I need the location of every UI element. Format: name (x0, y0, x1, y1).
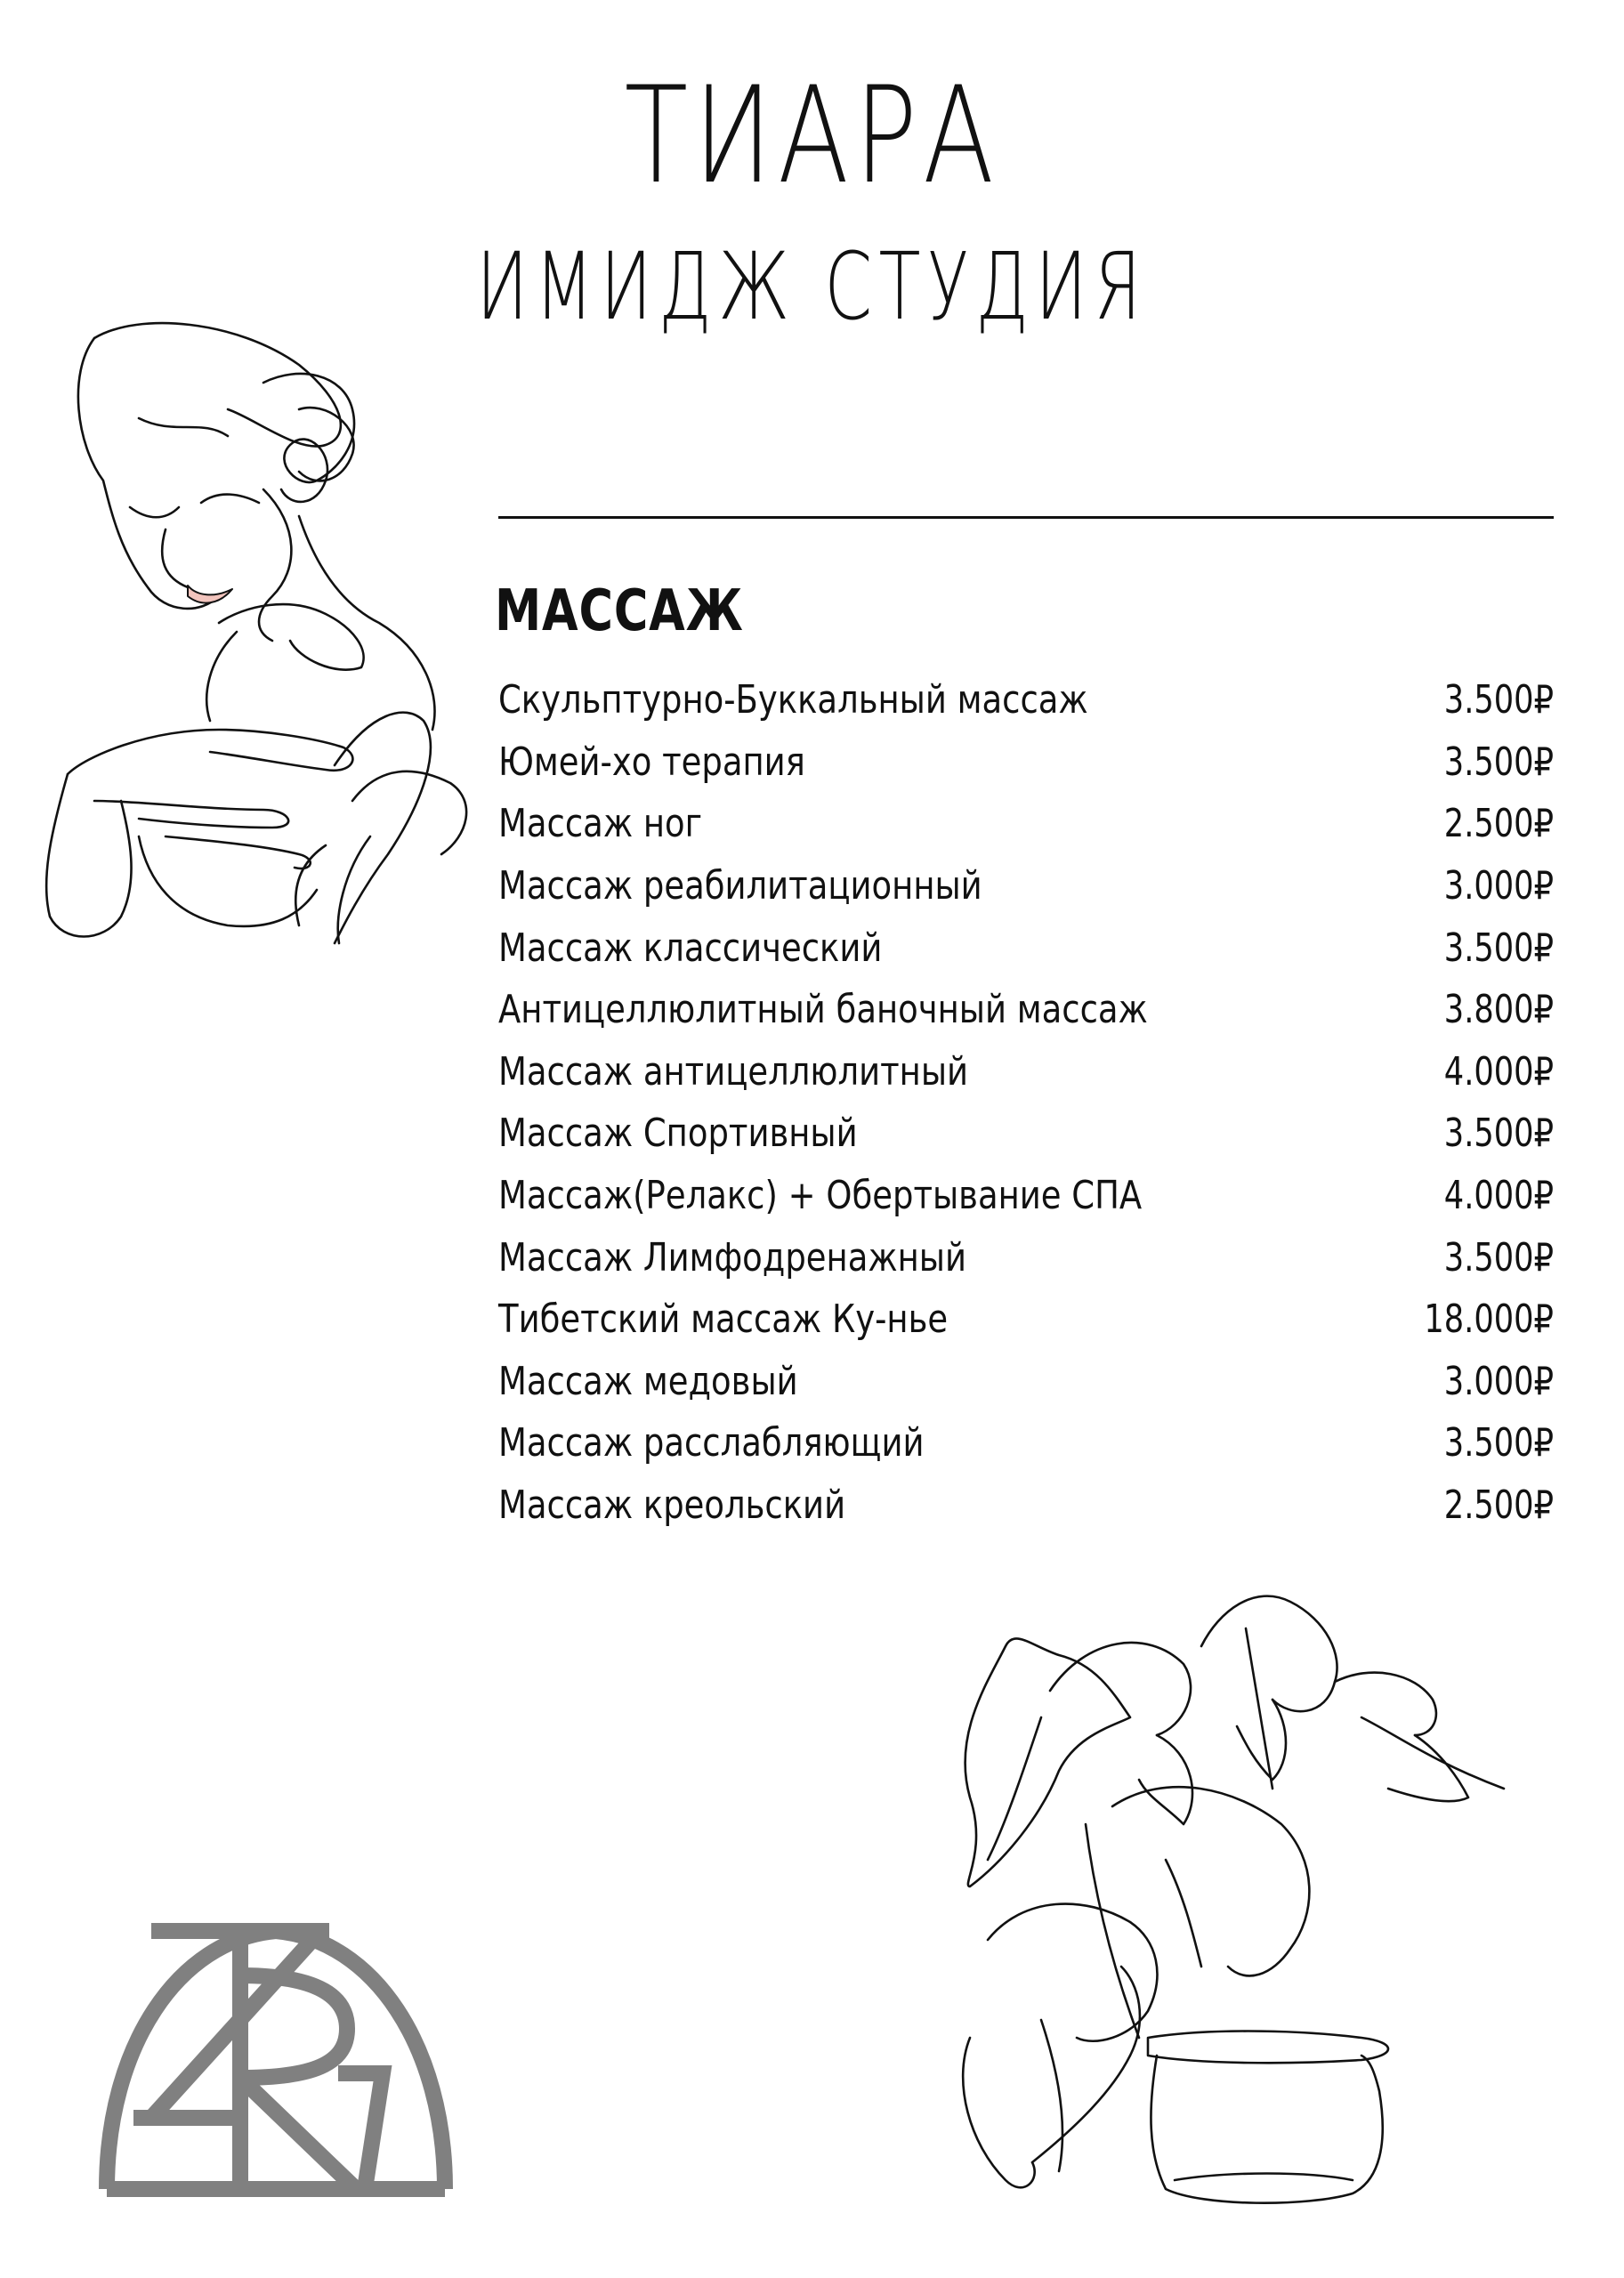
service-price: 3.000₽ (1443, 863, 1554, 909)
brand-subtitle: ИМИДЖ СТУДИЯ (476, 232, 1148, 341)
list-item (498, 793, 1554, 855)
section-divider (498, 516, 1554, 519)
studio-monogram-logo (98, 1922, 454, 2198)
monstera-plant-line-art-icon (934, 1593, 1513, 2207)
list-item (498, 917, 1554, 979)
brand-title: ТИАРА (624, 59, 1000, 214)
service-price: 3.800₽ (1443, 987, 1554, 1033)
service-name: Массаж расслабляющий (498, 1420, 925, 1466)
service-name: Массаж антицеллюлитный (498, 1048, 969, 1095)
list-item (498, 1041, 1554, 1103)
service-price: 2.500₽ (1443, 1482, 1554, 1529)
service-price: 3.500₽ (1443, 1234, 1554, 1280)
service-name: Массаж ног (498, 801, 703, 847)
list-item (498, 1288, 1554, 1351)
section-title: МАССАЖ (495, 578, 744, 644)
service-name: Массаж Спортивный (498, 1111, 858, 1157)
list-item (498, 1165, 1554, 1227)
service-name: Массаж реабилитационный (498, 863, 982, 909)
service-price: 3.500₽ (1443, 925, 1554, 971)
service-price: 4.000₽ (1443, 1048, 1554, 1095)
list-item (498, 669, 1554, 731)
service-price: 2.500₽ (1443, 801, 1554, 847)
service-price: 3.500₽ (1443, 1420, 1554, 1466)
service-price: 3.500₽ (1443, 739, 1554, 785)
service-name: Массаж медовый (498, 1358, 798, 1404)
service-price: 3.000₽ (1443, 1358, 1554, 1404)
list-item (498, 1103, 1554, 1165)
service-name: Юмей-хо терапия (498, 739, 805, 785)
list-item (498, 979, 1554, 1041)
list-item (498, 1226, 1554, 1288)
service-name: Массаж креольский (498, 1482, 846, 1529)
service-price: 3.500₽ (1443, 1111, 1554, 1157)
service-price: 4.000₽ (1443, 1173, 1554, 1219)
list-item (498, 1474, 1554, 1537)
service-name: Антицеллюлитный баночный массаж (498, 987, 1148, 1033)
woman-line-art-icon (32, 303, 495, 961)
list-item (498, 1412, 1554, 1474)
service-name: Массаж(Релакс) + Обертывание СПА (498, 1173, 1143, 1219)
service-price: 18.000₽ (1424, 1297, 1554, 1343)
list-item (498, 1351, 1554, 1413)
service-price: 3.500₽ (1443, 677, 1554, 723)
service-name: Массаж Лимфодренажный (498, 1234, 967, 1280)
service-name: Тибетский массаж Ку-нье (498, 1297, 949, 1343)
service-name: Скульптурно-Буккальный массаж (498, 677, 1088, 723)
service-name: Массаж классический (498, 925, 883, 971)
list-item (498, 731, 1554, 794)
list-item (498, 855, 1554, 917)
price-list (498, 669, 1554, 1536)
